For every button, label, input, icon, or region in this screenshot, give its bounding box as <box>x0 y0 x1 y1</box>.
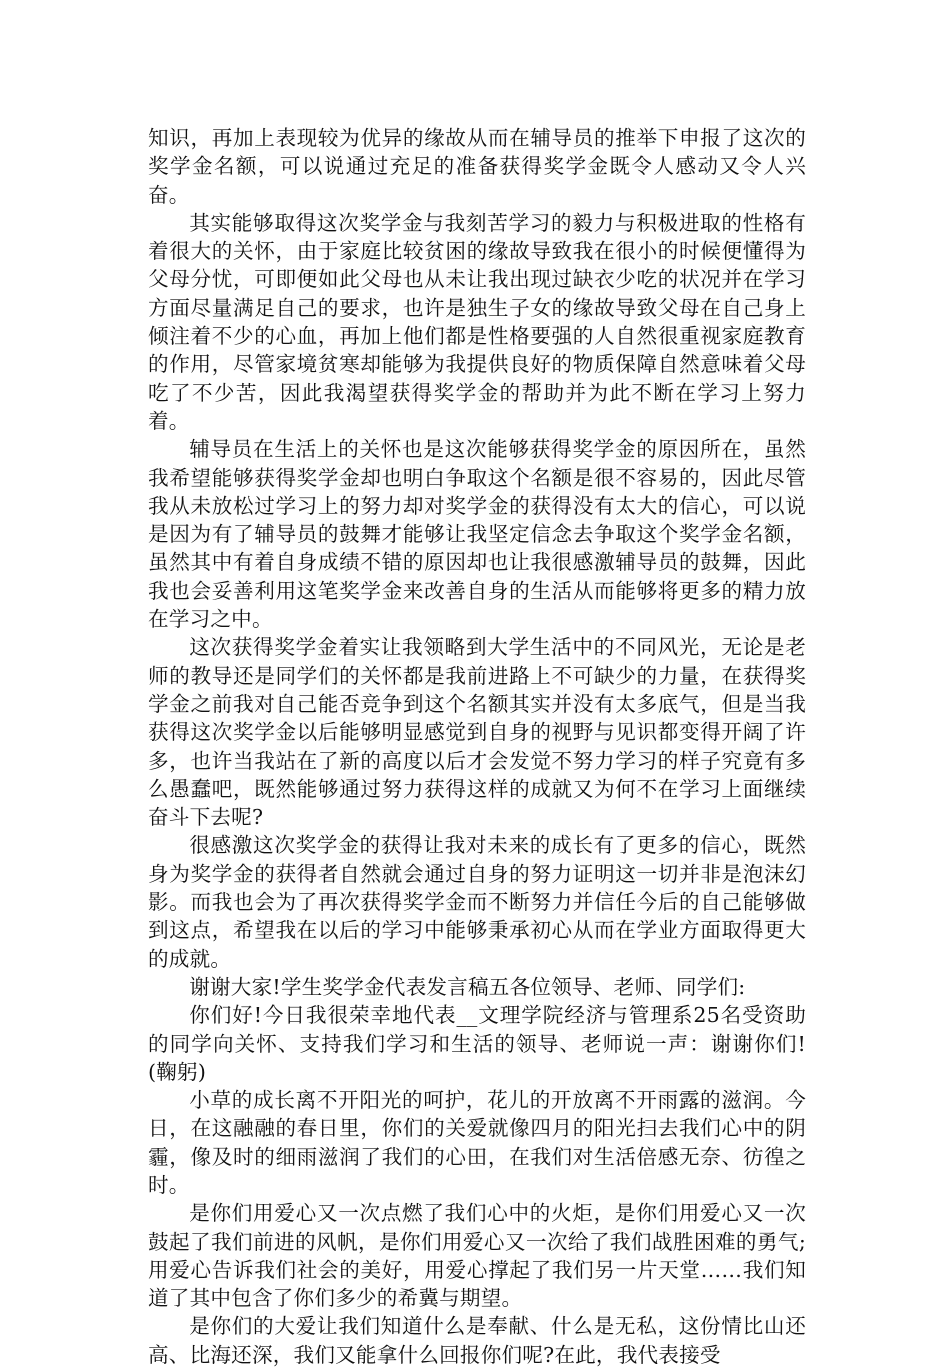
document-body <box>148 124 806 1369</box>
paragraph: 其实能够取得这次奖学金与我刻苦学习的毅力与积极进取的性格有着很大的关怀，由于家庭比较贫困的缘故导致我在很小的时候便懂得为父母分忧，可即便如此父母也从未让我出现过缺衣少吃的状况并在学习方面尽量满足自己的要求，也许是独生子女的缘故导致父母在自己身上倾注着不少的心血，再加上他们都是性格要强的人自然很重视家庭教育的作用，尽管家境贫寒却能够为我提供良好的物质保障自然意味着父母吃了不少苦，因此我渴望获得奖学金的帮助并为此不断在学习上努力着。 <box>148 210 806 433</box>
paragraph: 你们好!今日我很荣幸地代表__文理学院经济与管理系25名受资助的同学向关怀、支持我们学习和生活的领导、老师说一声：谢谢你们!(鞠躬) <box>148 1003 806 1084</box>
paragraph: 知识，再加上表现较为优异的缘故从而在辅导员的推举下申报了这次的奖学金名额，可以说通过充足的准备获得奖学金既令人感动又令人兴奋。 <box>148 126 806 207</box>
paragraph: 小草的成长离不开阳光的呵护，花儿的开放离不开雨露的滋润。今日，在这融融的春日里，你们的关爱就像四月的阳光扫去我们心中的阴霾，像及时的细雨滋润了我们的心田，在我们对生活倍感无奈、彷徨之时。 <box>148 1088 806 1197</box>
paragraph: 是你们的大爱让我们知道什么是奉献、什么是无私，这份情比山还高、比海还深，我们又能拿什么回报你们呢?在此，我代表接受 <box>148 1314 806 1367</box>
paragraph: 这次获得奖学金着实让我领略到大学生活中的不同风光，无论是老师的教导还是同学们的关怀都是我前进路上不可缺少的力量，在获得奖学金之前我对自己能否竞争到这个名额其实并没有太多底气，但是当我获得这次奖学金以后能够明显感觉到自身的视野与见识都变得开阔了许多，也许当我站在了新的高度以后才会发觉不努力学习的样子究竟有多么愚蠢吧，既然能够通过努力获得这样的成就又为何不在学习上面继续奋斗下去呢? <box>148 635 806 830</box>
paragraph: 很感激这次奖学金的获得让我对未来的成长有了更多的信心，既然身为奖学金的获得者自然就会通过自身的努力证明这一切并非是泡沫幻影。而我也会为了再次获得奖学金而不断努力并信任今后的自己能够做到这点，希望我在以后的学习中能够秉承初心从而在学业方面取得更大的成就。 <box>148 833 806 971</box>
paragraph: 谢谢大家!学生奖学金代表发言稿五各位领导、老师、同学们: <box>189 974 746 999</box>
paragraph: 辅导员在生活上的关怀也是这次能够获得奖学金的原因所在，虽然我希望能够获得奖学金却也明白争取这个名额是很不容易的，因此尽管我从未放松过学习上的努力却对奖学金的获得没有太大的信心，可以说是因为有了辅导员的鼓舞才能够让我坚定信念去争取这个奖学金名额，虽然其中有着自身成绩不错的原因却也让我很感激辅导员的鼓舞，因此我也会妥善利用这笔奖学金来改善自身的生活从而能够将更多的精力放在学习之中。 <box>148 437 806 632</box>
paragraph: 是你们用爱心又一次点燃了我们心中的火炬，是你们用爱心又一次鼓起了我们前进的风帆，是你们用爱心又一次给了我们战胜困难的勇气;用爱心告诉我们社会的美好，用爱心撑起了我们另一片天堂……我们知道了其中包含了你们多少的希冀与期望。 <box>148 1201 806 1311</box>
